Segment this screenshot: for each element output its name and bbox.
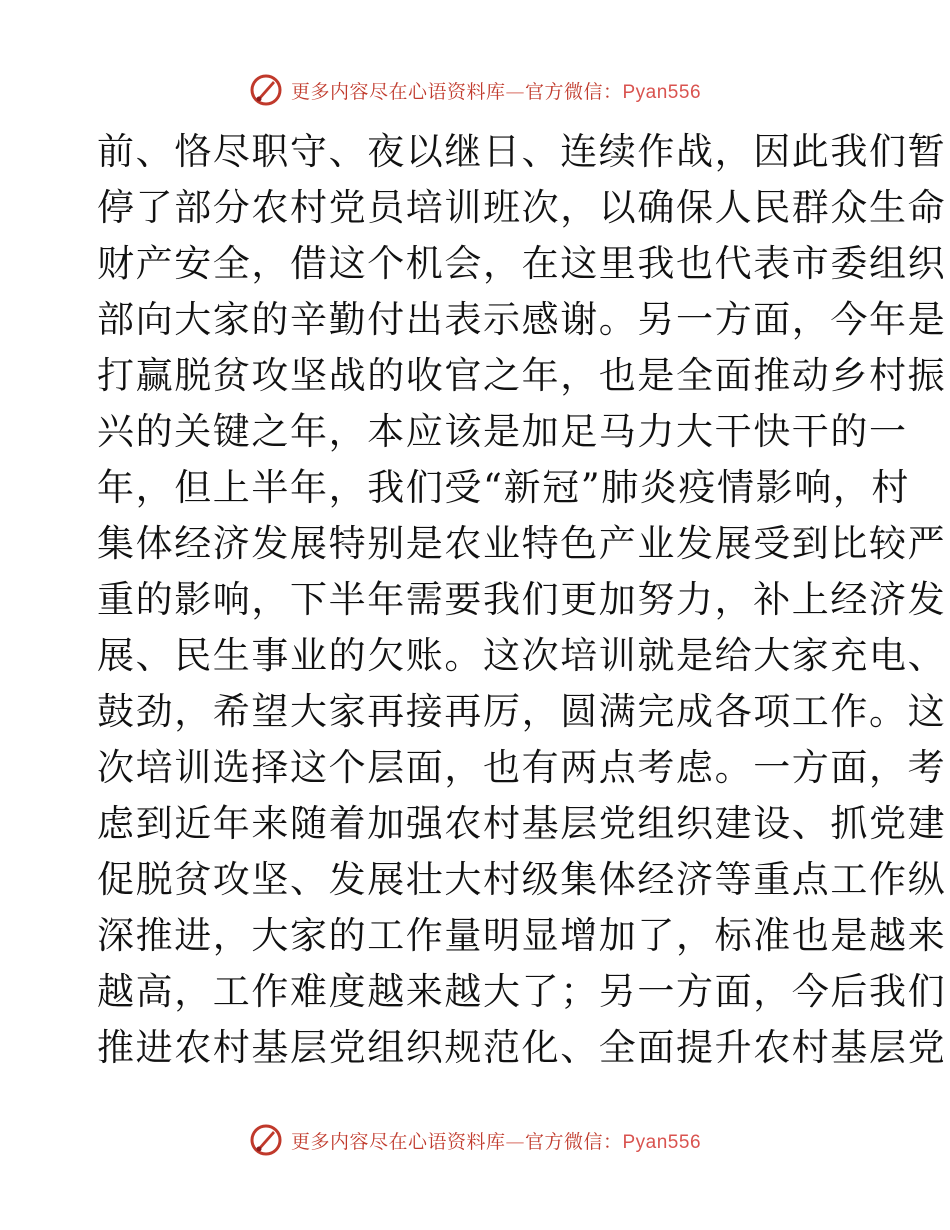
watermark-text: 更多内容尽在心语资料库—官方微信：Pyan556: [290, 1130, 702, 1153]
text-line: 展、民生事业的欠账。这次培训就是给大家充电、: [97, 634, 947, 677]
text-line: 停了部分农村党员培训班次，以确保人民群众生命: [97, 186, 947, 229]
text-line: 部向大家的辛勤付出表示感谢。另一方面，今年是: [97, 298, 947, 341]
watermark-text: 更多内容尽在心语资料库—官方微信：Pyan556: [290, 80, 702, 103]
text-line: 越高，工作难度越来越大了；另一方面，今后我们: [97, 970, 947, 1013]
text-line: 虑到近年来随着加强农村基层党组织建设、抓党建: [97, 802, 947, 845]
text-line: 推进农村基层党组织规范化、全面提升农村基层党: [97, 1026, 947, 1069]
body-paragraph: [97, 124, 947, 1076]
text-line: 兴的关键之年，本应该是加足马力大干快干的一: [97, 410, 908, 453]
text-line: 促脱贫攻坚、发展壮大村级集体经济等重点工作纵: [97, 858, 947, 901]
text-line: 次培训选择这个层面，也有两点考虑。一方面，考: [97, 746, 947, 789]
header-watermark: [0, 70, 950, 110]
footer-watermark: [0, 1120, 950, 1160]
quill-logo-icon: [249, 1123, 283, 1157]
text-line: 财产安全，借这个机会，在这里我也代表市委组织: [97, 242, 947, 285]
text-line: 集体经济发展特别是农业特色产业发展受到比较严: [97, 522, 947, 565]
text-line: 鼓劲，希望大家再接再厉，圆满完成各项工作。这: [97, 690, 947, 733]
text-line: 年，但上半年，我们受“新冠”肺炎疫情影响，村: [97, 466, 911, 509]
text-line: 深推进，大家的工作量明显增加了，标准也是越来: [97, 914, 947, 957]
text-line: 前、恪尽职守、夜以继日、连续作战，因此我们暂: [97, 130, 947, 173]
text-line: 打赢脱贫攻坚战的收官之年，也是全面推动乡村振: [97, 354, 947, 397]
quill-logo-icon: [249, 73, 283, 107]
text-line: 重的影响，下半年需要我们更加努力，补上经济发: [97, 578, 947, 621]
